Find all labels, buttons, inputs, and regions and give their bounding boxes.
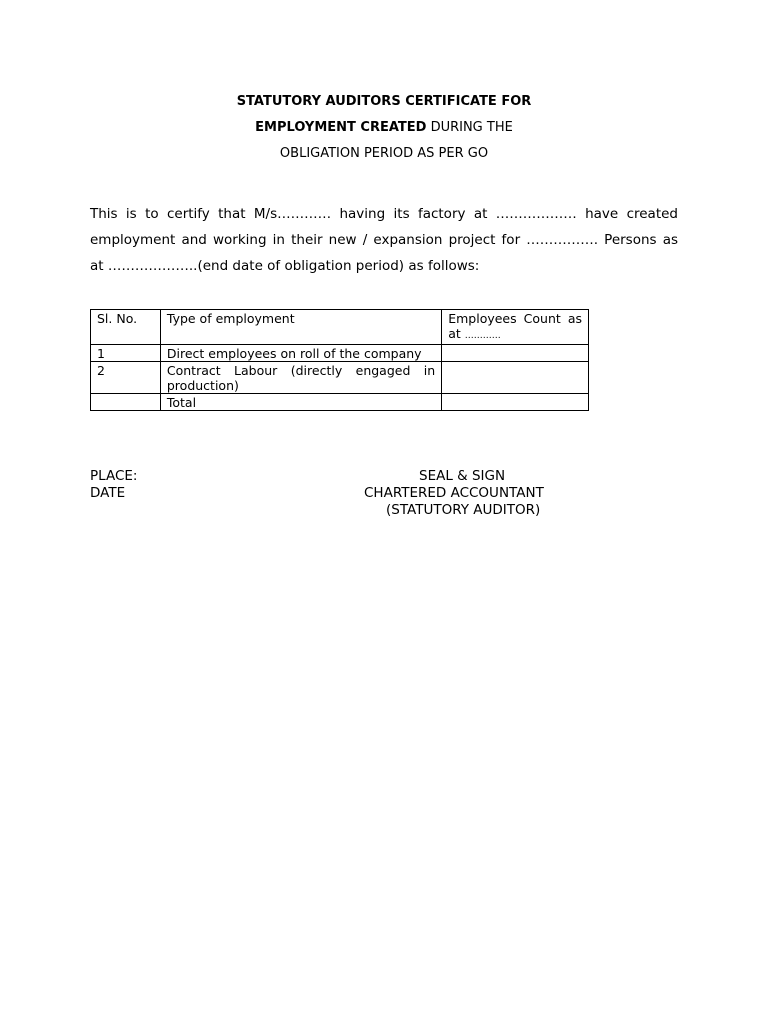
paragraph-line-3: at ………………..(end date of obligation period) as follows: [90, 258, 480, 274]
statutory-auditor-label: (STATUTORY AUDITOR) [386, 502, 541, 518]
row-sl: 2 [91, 362, 161, 394]
header-type: Type of employment [160, 310, 441, 345]
row-count [442, 345, 589, 362]
paragraph-line-1: This is to certify that M/s………… having its factory at ……………… have created [90, 206, 678, 222]
header-count-label: Employees Count as at [448, 311, 582, 341]
header-sl-no: Sl. No. [91, 310, 161, 345]
paragraph-line-2: employment and working in their new / expansion project for ……………. Persons as [90, 232, 678, 248]
table-row [91, 345, 589, 362]
row-sl [91, 394, 161, 411]
row-type: Direct employees on roll of the company [160, 345, 441, 362]
certificate-paragraph [90, 201, 678, 279]
title-line-2-bold: EMPLOYMENT CREATED [255, 120, 427, 135]
title-line-1: STATUTORY AUDITORS CERTIFICATE FOR [236, 94, 532, 109]
place-label: PLACE: [90, 468, 138, 484]
row-sl: 1 [91, 345, 161, 362]
row-type: Total [160, 394, 441, 411]
row-count [442, 362, 589, 394]
chartered-accountant-label: CHARTERED ACCOUNTANT [364, 485, 544, 501]
header-count-dots: ………… [464, 331, 501, 341]
row-type: Contract Labour (directly engaged in production) [160, 362, 441, 394]
table-header-row [91, 310, 589, 345]
header-count [442, 310, 589, 345]
seal-sign-label: SEAL & SIGN [419, 468, 506, 484]
table-row [91, 362, 589, 394]
employment-table [90, 309, 589, 411]
title-line-2-rest: DURING THE [426, 120, 513, 135]
title-line-2 [0, 120, 768, 136]
title-line-3: OBLIGATION PERIOD AS PER GO [279, 146, 489, 161]
table-row-total [91, 394, 589, 411]
row-count [442, 394, 589, 411]
date-label: DATE [90, 485, 126, 501]
